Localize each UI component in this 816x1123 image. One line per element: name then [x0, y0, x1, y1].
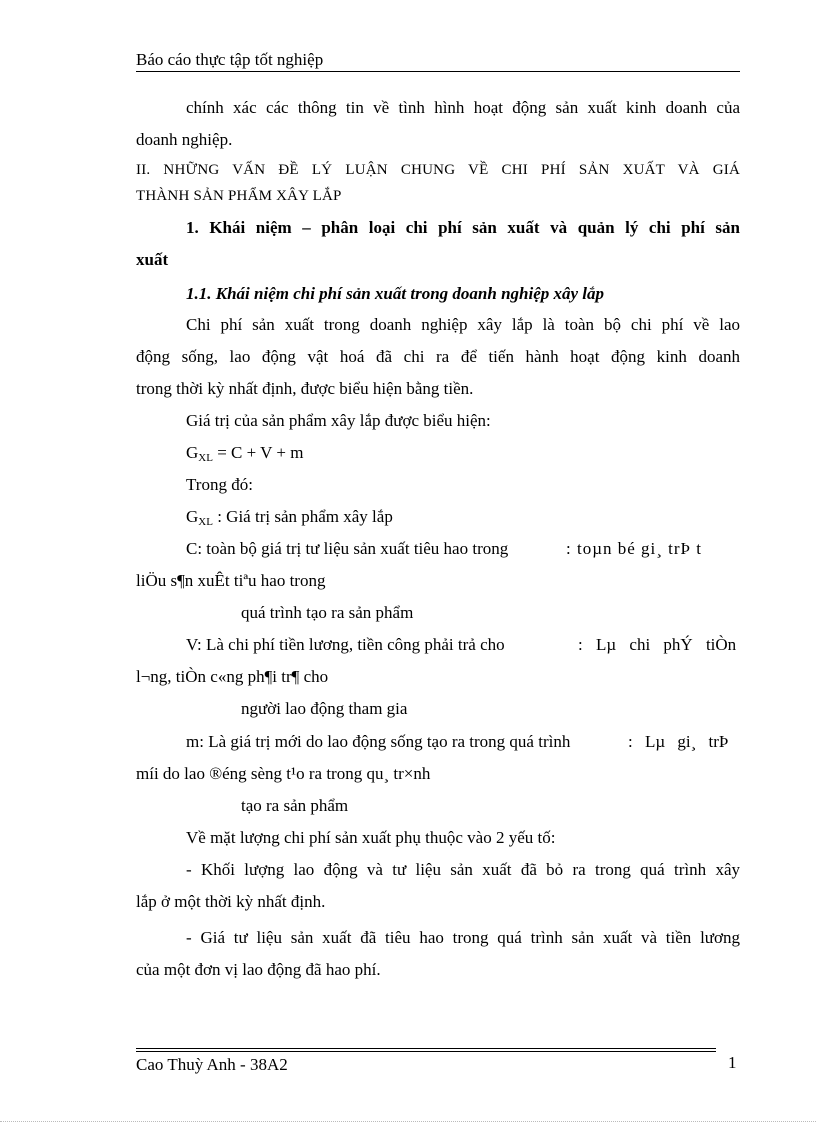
- page-edge: [0, 1121, 816, 1122]
- garbled-text: : toµn bé gi¸ trÞ t: [566, 539, 702, 558]
- paragraph-line: Trong đó:: [186, 475, 253, 494]
- footer-rule: [136, 1048, 716, 1049]
- bullet-line: lắp ở một thời kỳ nhất định.: [136, 892, 326, 911]
- definition-line: tạo ra sản phẩm: [241, 796, 349, 815]
- paragraph-line: chính xác các thông tin về tình hình hoạt động sản xuất kinh doanh của: [186, 98, 740, 117]
- sub-subsection-heading: 1.1. Khái niệm chi phí sản xuất trong doanh nghiệp xây lắp: [186, 284, 605, 303]
- section-heading: THÀNH SẢN PHẨM XÂY LẮP: [136, 188, 342, 204]
- garbled-text: : Lµ gi¸ trÞ: [628, 732, 729, 751]
- formula-symbol: G: [186, 443, 199, 462]
- section-heading: II. NHỮNG VẤN ĐỀ LÝ LUẬN CHUNG VỀ CHI PHÍ SẢN XUẤT VÀ GIÁ: [136, 162, 740, 178]
- page-number: 1: [728, 1053, 737, 1072]
- definition-subscript: XL: [198, 516, 213, 528]
- header-rule: [136, 71, 740, 72]
- footer-author: Cao Thuỳ Anh - 38A2: [136, 1055, 288, 1074]
- paragraph-line: Giá trị của sản phẩm xây lắp được biểu hiện:: [186, 411, 491, 430]
- definition-line: C: toàn bộ giá trị tư liệu sản xuất tiêu hao trong: [186, 539, 509, 558]
- definition-line: [186, 508, 393, 528]
- definition-text: : Giá trị sản phẩm xây lắp: [212, 507, 393, 526]
- header-title: Báo cáo thực tập tốt nghiệp: [136, 50, 324, 69]
- subsection-heading: xuất: [136, 250, 169, 269]
- garbled-text: : Lµ chi phÝ tiÒn: [578, 635, 737, 654]
- paragraph-line: động sống, lao động vật hoá đã chi ra để tiến hành hoạt động kinh doanh: [136, 347, 740, 366]
- definition-line: m: Là giá trị mới do lao động sống tạo ra trong quá trình: [186, 732, 571, 751]
- definition-line: V: Là chi phí tiền lương, tiền công phải trả cho: [186, 635, 505, 654]
- footer-rule: [136, 1051, 716, 1052]
- paragraph-line: Chi phí sản xuất trong doanh nghiệp xây lắp là toàn bộ chi phí về lao: [186, 315, 740, 334]
- paragraph-line: trong thời kỳ nhất định, được biểu hiện bằng tiền.: [136, 379, 474, 398]
- garbled-text: l¬ng, tiÒn c«ng ph¶i tr¶ cho: [136, 667, 329, 686]
- definition-line: quá trình tạo ra sản phẩm: [241, 603, 414, 622]
- formula-subscript: XL: [198, 452, 213, 464]
- garbled-text: míi do lao ®éng sèng t¹o ra trong qu¸ tr×nh: [136, 764, 431, 783]
- formula-rest: = C + V + m: [212, 443, 304, 462]
- paragraph-line: doanh nghiệp.: [136, 130, 233, 149]
- paragraph-line: Về mặt lượng chi phí sản xuất phụ thuộc vào 2 yếu tố:: [186, 828, 556, 847]
- bullet-line: - Khối lượng lao động và tư liệu sản xuất đã bỏ ra trong quá trình xây: [186, 860, 740, 879]
- bullet-line: - Giá tư liệu sản xuất đã tiêu hao trong quá trình sản xuất và tiền lương: [186, 928, 740, 947]
- bullet-line: của một đơn vị lao động đã hao phí.: [136, 960, 381, 979]
- garbled-text: liÖu s¶n xuÊt tiªu hao trong: [136, 571, 326, 590]
- definition-symbol: G: [186, 507, 199, 526]
- formula: [186, 444, 303, 464]
- definition-line: người lao động tham gia: [241, 699, 408, 718]
- subsection-heading: 1. Khái niệm – phân loại chi phí sản xuất và quản lý chi phí sản: [186, 218, 740, 237]
